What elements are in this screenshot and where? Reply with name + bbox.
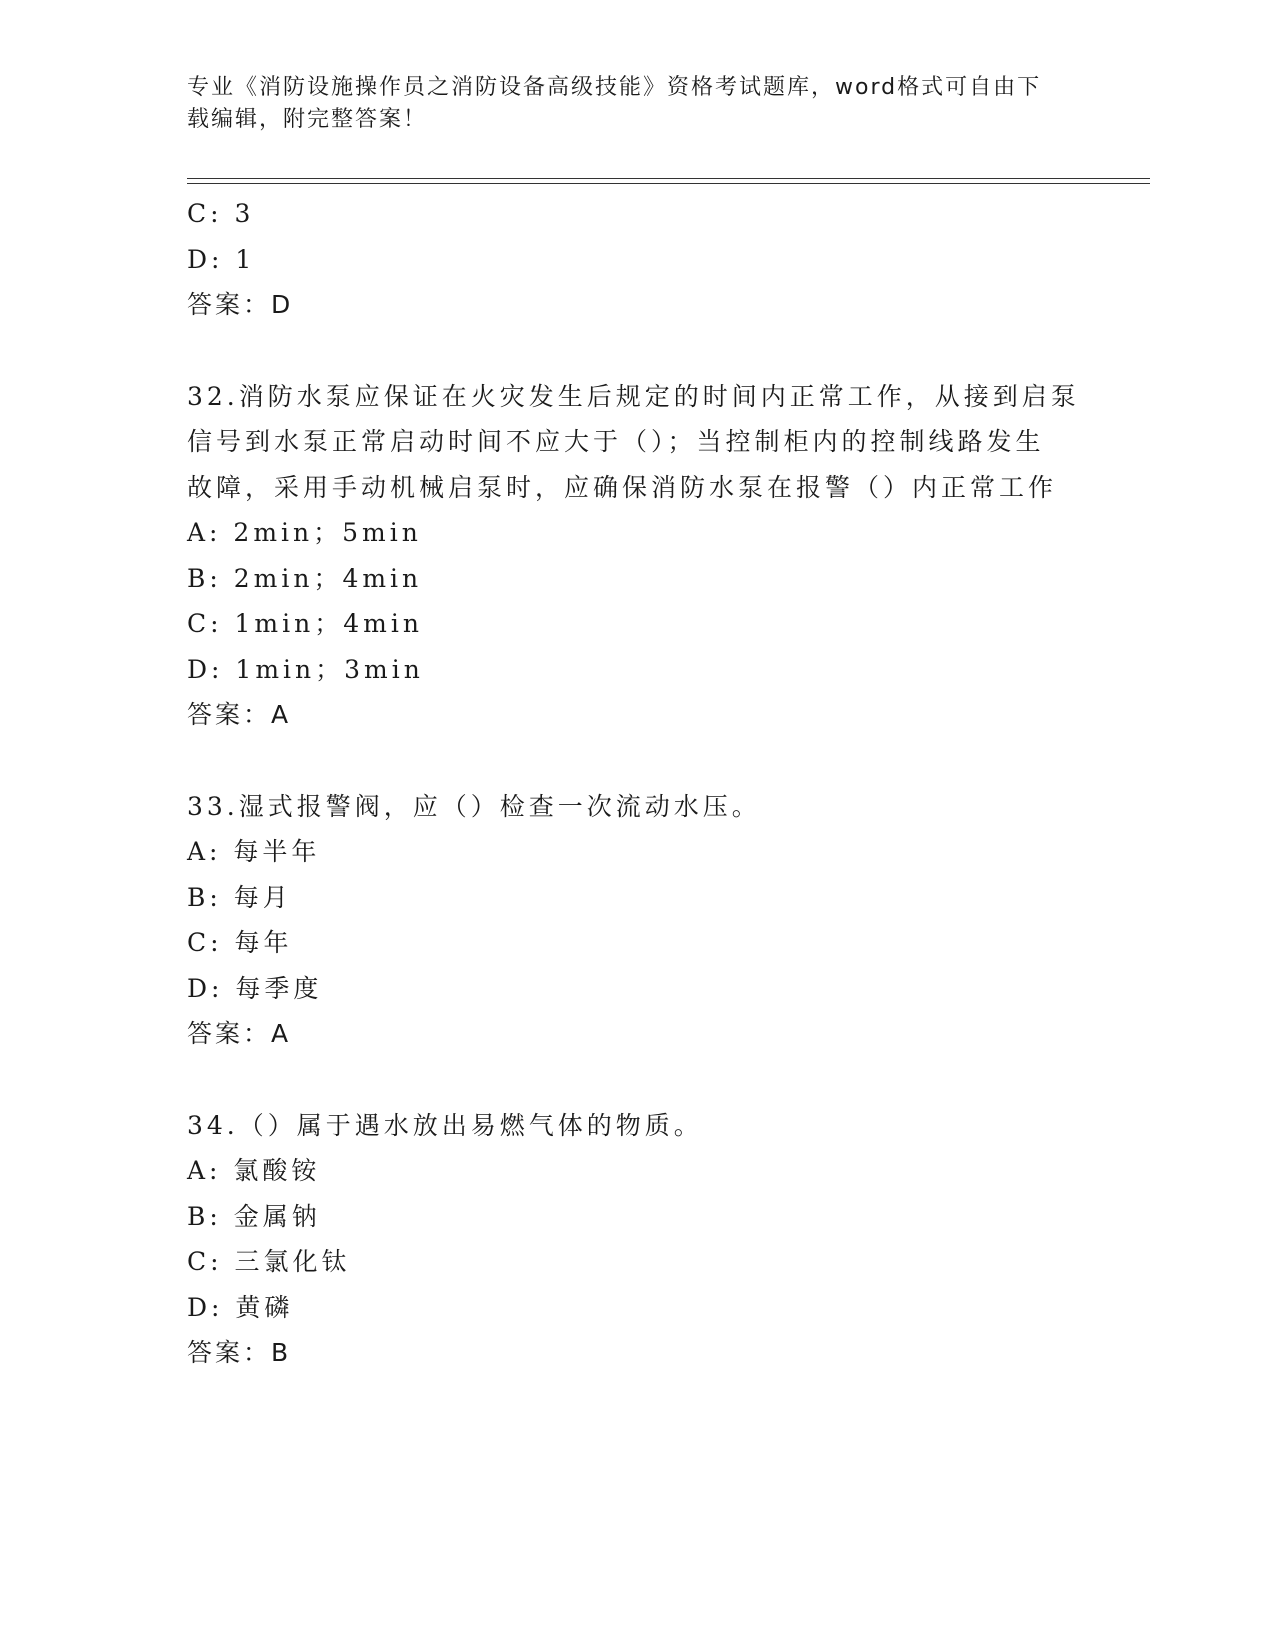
- option-a: A: 2min；5min: [187, 518, 422, 547]
- question-content: [187, 191, 1087, 1376]
- answer-line: 答案：D: [187, 290, 294, 319]
- document-header: [187, 72, 1067, 136]
- question-block-33: [187, 784, 1087, 1057]
- option-d: D: 每季度: [187, 973, 323, 1003]
- option-c: C: 3: [187, 199, 255, 228]
- header-divider-bottom: [187, 183, 1150, 184]
- option-b: B: 2min；4min: [187, 563, 423, 593]
- header-divider-top: [187, 178, 1150, 179]
- prev-question-block: [187, 191, 1087, 328]
- option-a: A: 氯酸铵: [187, 1156, 321, 1185]
- option-a: A: 每半年: [187, 837, 321, 866]
- question-stem: 34.（）属于遇水放出易燃气体的物质。: [187, 1110, 703, 1140]
- question-stem: 32.消防水泵应保证在火灾发生后规定的时间内正常工作，从接到启泵: [187, 381, 1080, 411]
- answer-line: 答案：B: [187, 1338, 292, 1367]
- spacer: [187, 1057, 1087, 1103]
- answer-line: 答案：A: [187, 1019, 292, 1048]
- question-block-32: [187, 374, 1087, 738]
- option-c: C: 1min；4min: [187, 609, 423, 638]
- option-b: B: 每月: [187, 882, 292, 912]
- option-b: B: 金属钠: [187, 1201, 321, 1231]
- header-line-1: 专业《消防设施操作员之消防设备高级技能》资格考试题库，word格式可自由下: [187, 75, 1042, 100]
- option-d: D: 1min；3min: [187, 654, 424, 684]
- spacer: [187, 738, 1087, 784]
- question-block-34: [187, 1103, 1087, 1376]
- question-stem: 故障，采用手动机械启泵时，应确保消防水泵在报警（）内正常工作: [187, 472, 1058, 502]
- option-c: C: 三氯化钛: [187, 1247, 351, 1276]
- option-c: C: 每年: [187, 928, 293, 957]
- question-stem: 33.湿式报警阀，应（）检查一次流动水压。: [187, 791, 761, 821]
- option-d: D: 1: [187, 244, 256, 274]
- spacer: [187, 328, 1087, 374]
- option-d: D: 黄磷: [187, 1292, 294, 1322]
- question-stem: 信号到水泵正常启动时间不应大于（）；当控制柜内的控制线路发生: [187, 427, 1045, 456]
- answer-line: 答案：A: [187, 700, 292, 729]
- header-line-2: 载编辑，附完整答案！: [187, 107, 428, 132]
